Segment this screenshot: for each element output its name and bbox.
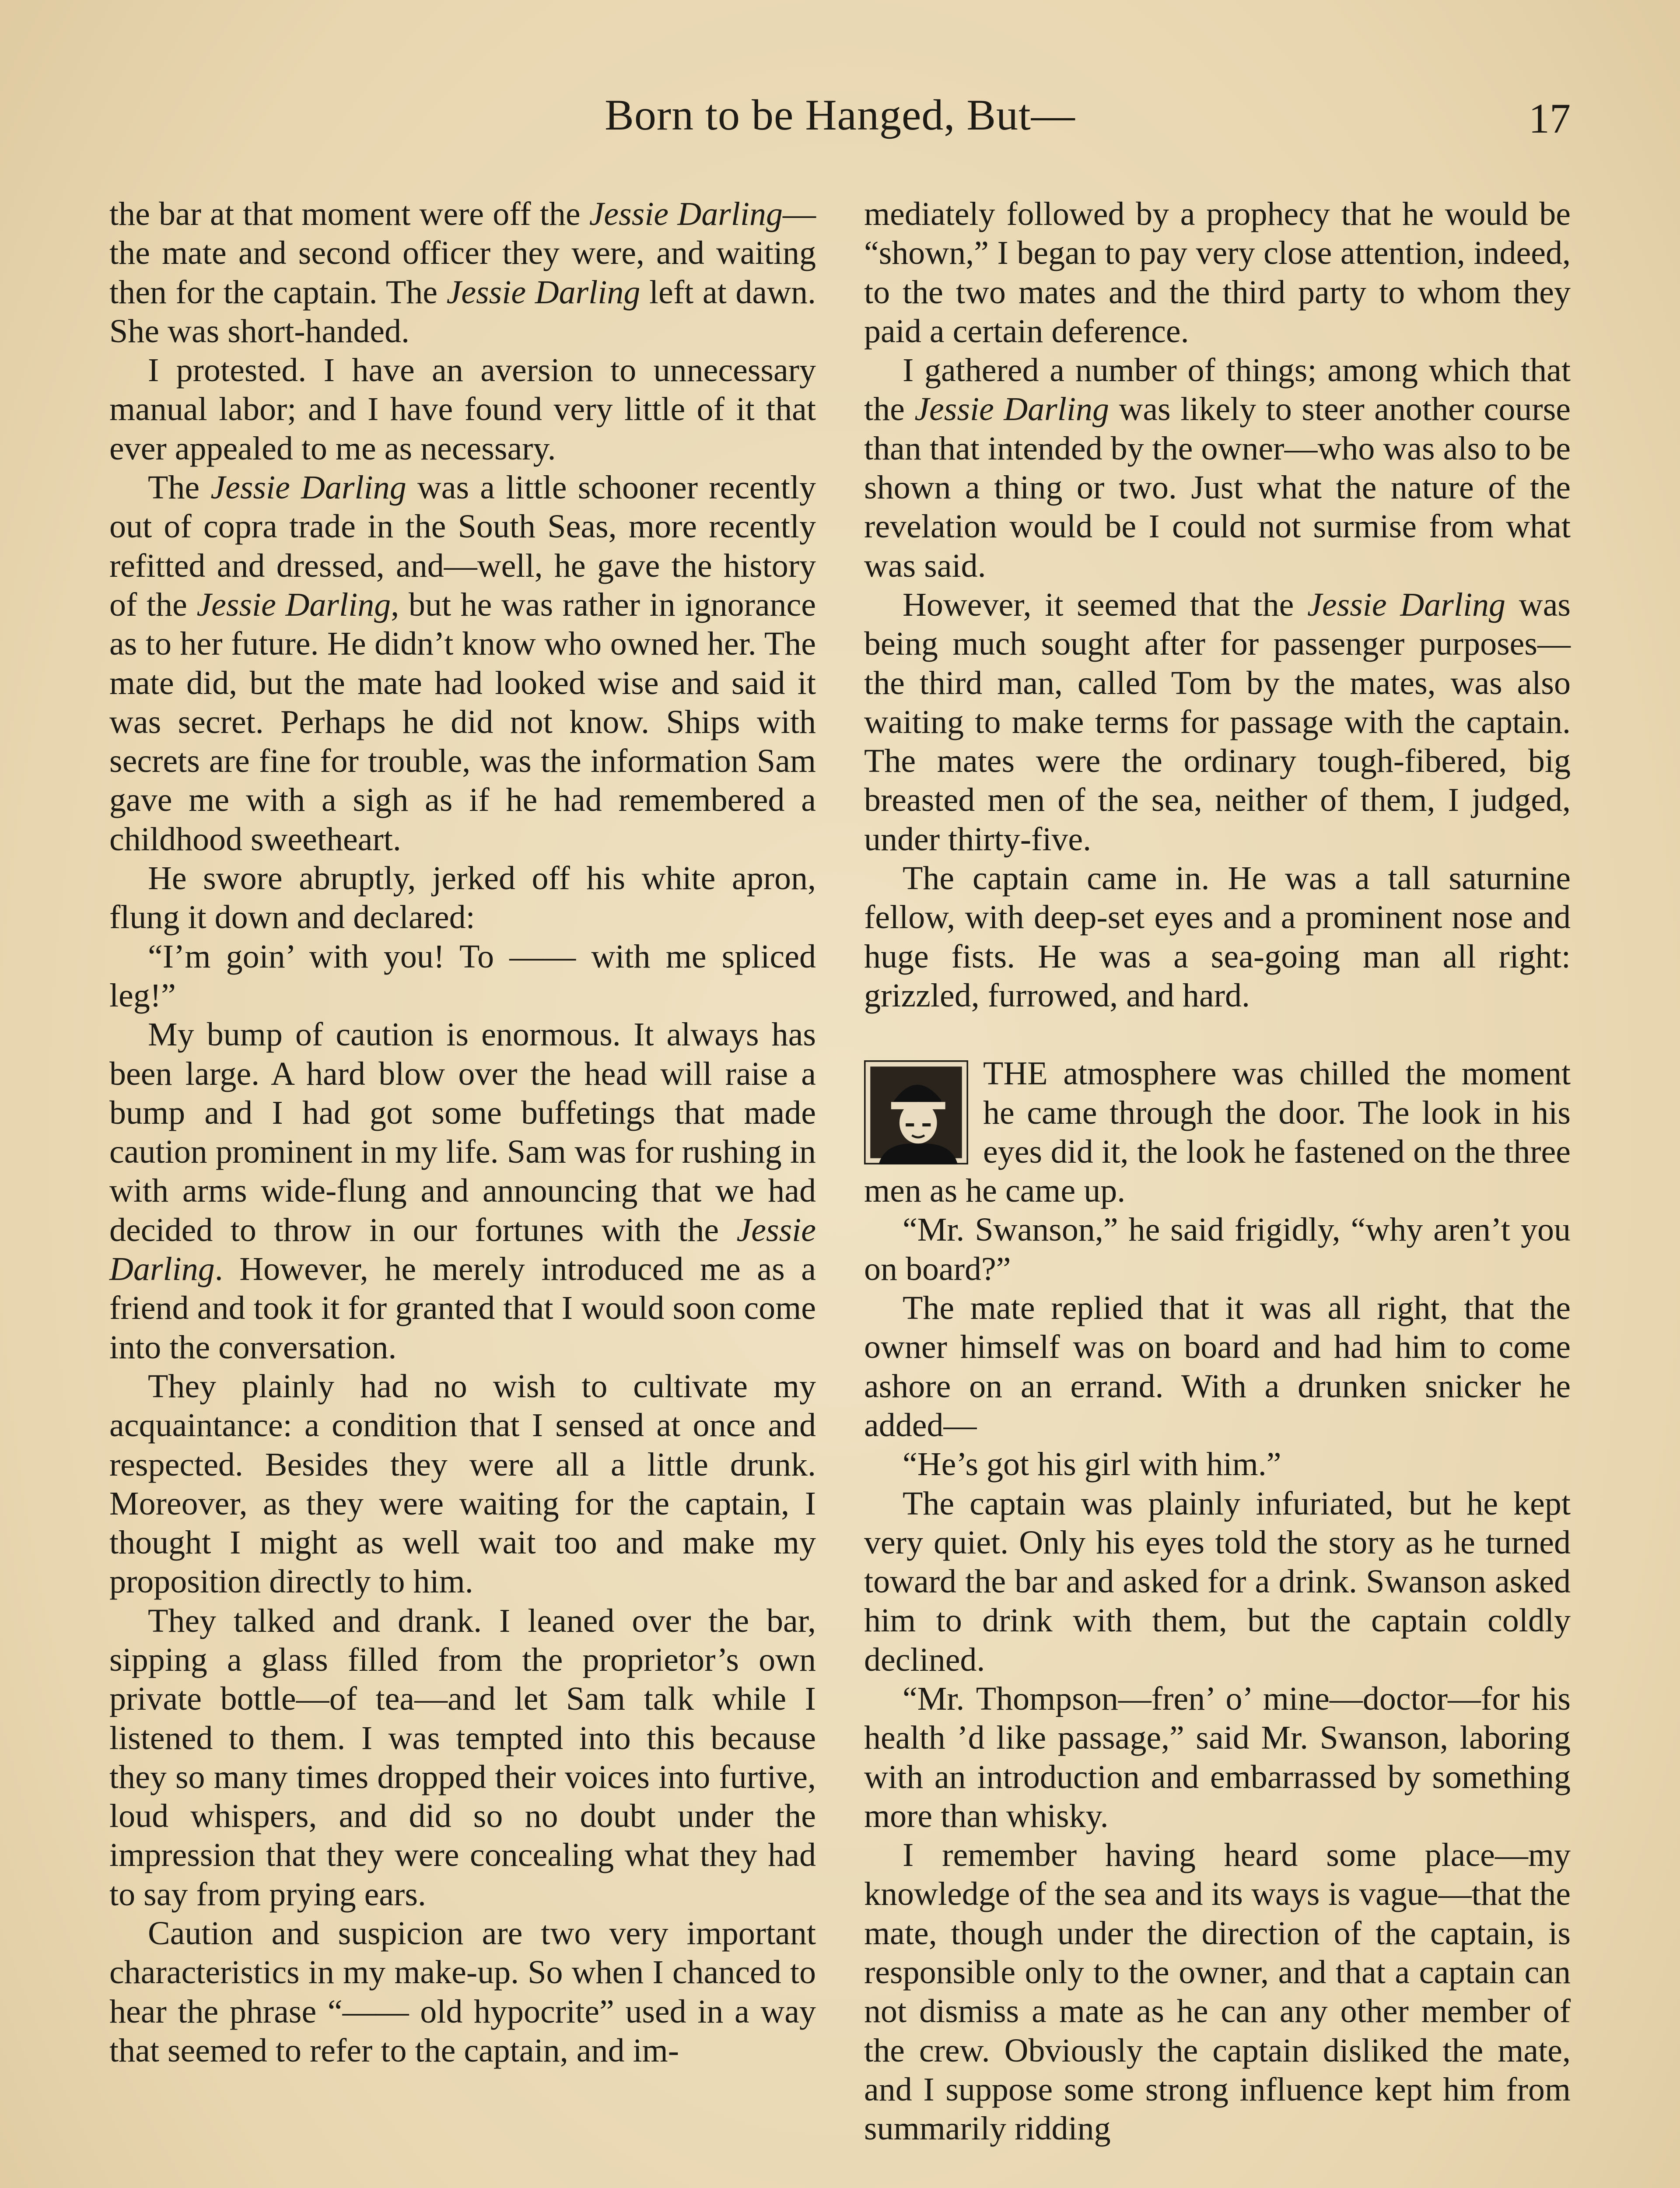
paragraph: They talked and drank. I leaned over the bar, sipping a glass filled from the proprietor’s own private bottle—of tea—and let Sam talk while I listened to them. I was tempted into this because they so many times dropped their voices into furtive, loud whispers, and did so no doubt under the impression that they were concealing what they had to say from prying ears.	[109, 1602, 816, 1913]
paragraph: He swore abruptly, jerked off his white apron, flung it down and declared:	[109, 860, 816, 936]
paragraph: “Mr. Thompson—fren’ o’ mine—doctor—for his health ’d like passage,” said Mr. Swanson, laboring with an introduction and embarrassed by something more than whisky.	[864, 1680, 1571, 1834]
section-opening-paragraph: THE atmosphere was chilled the moment he came through the door. The look in his eyes did it, the look he fastened on the three men as he came up.	[864, 1055, 1571, 1210]
running-header	[109, 90, 1571, 155]
paragraph: Caution and suspicion are two very important characteristics in my make-up. So when I chanced to hear the phrase “—— old hypocrite” used in a way that seemed to refer to the captain, and im-	[109, 1915, 816, 2069]
paragraph: “Mr. Swanson,” he said frigidly, “why aren’t you on board?”	[864, 1211, 1571, 1287]
paragraph: I gathered a number of things; among which that the Jessie Darling was likely to steer another course than that intended by the owner—who was also to be shown a thing or two. Just what the nature of the revelation would be I could not surmise from what was said.	[864, 352, 1571, 584]
paragraph: “I’m goin’ with you! To —— with me spliced leg!”	[109, 938, 816, 1014]
captain-portrait-icon	[864, 1060, 968, 1164]
paragraph: The mate replied that it was all right, that the owner himself was on board and had him to come ashore on an errand. With a drunken snicker he added—	[864, 1290, 1571, 1444]
paragraph: I remember having heard some place—my knowledge of the sea and its ways is vague—that the mate, though under the direction of the captain, is responsible only to the owner, and that a captain can not dismiss a mate as he can any other member of the crew. Obviously the captain disliked the mate, and I suppose some strong influence kept him from summarily ridding	[864, 1837, 1571, 2147]
running-title: Born to be Hanged, But—	[605, 91, 1075, 139]
paragraph: “He’s got his girl with him.”	[903, 1446, 1281, 1483]
paragraph: The captain came in. He was a tall saturnine fellow, with deep-set eyes and a prominent nose and huge fists. He was a sea-going man all right: grizzled, furrowed, and hard.	[864, 860, 1571, 1014]
paragraph: The Jessie Darling was a little schooner recently out of copra trade in the South Seas, more recently refitted and dressed, and—well, he gave the history of the Jessie Darling, but he was rather in ignorance as to her future. He didn’t know who owned her. The mate did, but the mate had looked wise and said it was secret. Perhaps he did not know. Ships with secrets are fine for trouble, was the information Sam gave me with a sigh as if he had remembered a childhood sweetheart.	[109, 469, 816, 858]
paragraph: mediately followed by a prophecy that he would be “shown,” I began to pay very close attention, indeed, to the two mates and the third party to whom they paid a certain deference.	[864, 196, 1571, 350]
right-column	[864, 195, 1571, 2149]
paragraph: The captain was plainly infuriated, but he kept very quiet. Only his eyes told the story as he turned toward the bar and asked for a drink. Swanson asked him to drink with them, but the captain coldly declined.	[864, 1485, 1571, 1678]
left-column	[109, 195, 816, 2070]
paragraph: the bar at that moment were off the Jessie Darling—the mate and second officer they were, and waiting then for the captain. The Jessie Darling left at dawn. She was short-handed.	[109, 196, 816, 350]
paragraph: I protested. I have an aversion to unnecessary manual labor; and I have found very little of it that ever appealed to me as necessary.	[109, 352, 816, 467]
paragraph: However, it seemed that the Jessie Darling was being much sought after for passenger purposes—the third man, called Tom by the mates, was also waiting to make terms for passage with the captain. The mates were the ordinary tough-fibered, big breasted men of the sea, neither of them, I judged, under thirty-five.	[864, 586, 1571, 858]
page-number: 17	[1529, 95, 1571, 142]
paragraph: My bump of caution is enormous. It always has been large. A hard blow over the head will raise a bump and I had got some buffetings that made caution prominent in my life. Sam was for rushing in with arms wide-flung and announcing that we had decided to throw in our fortunes with the Jessie Darling. However, he merely introduced me as a friend and took it for granted that I would soon come into the conversation.	[109, 1016, 816, 1366]
paragraph: They plainly had no wish to cultivate my acquaintance: a condition that I sensed at once and respected. Besides they were all a little drunk. Moreover, as they were waiting for the captain, I thought I might as well wait too and make my proposition directly to him.	[109, 1368, 816, 1600]
